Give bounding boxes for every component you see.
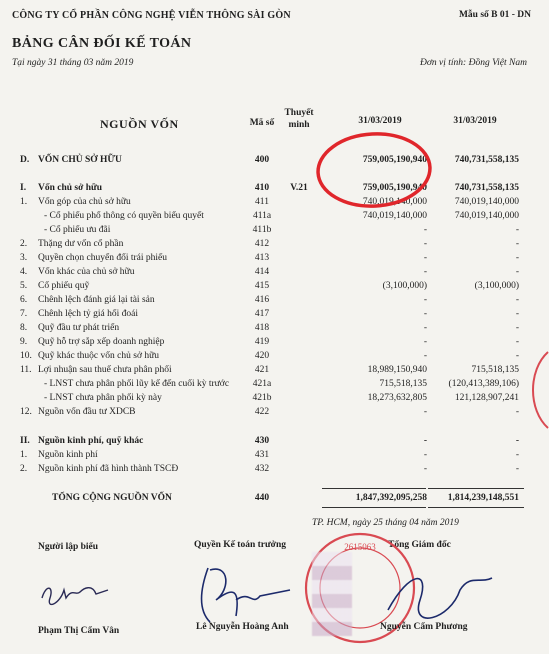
table-row xyxy=(0,349,549,363)
currency-unit: Đơn vị tính: Đồng Việt Nam xyxy=(419,58,527,68)
row-code: 400 xyxy=(254,155,270,165)
row-value-period2: - xyxy=(515,351,519,361)
row-value-period1: - xyxy=(423,407,427,417)
form-code: Mẫu số B 01 - DN xyxy=(458,10,531,20)
row-number: 5. xyxy=(20,281,28,291)
col-header-note-line1: Thuyết xyxy=(284,108,314,118)
table-row xyxy=(0,209,549,223)
row-value-period1: - xyxy=(423,450,427,460)
table-row xyxy=(0,223,549,237)
table-row xyxy=(0,195,549,209)
row-code: 410 xyxy=(254,183,270,193)
row-number: II. xyxy=(20,436,30,446)
row-number: 2. xyxy=(20,464,28,474)
row-value-period1: 740,019,140,000 xyxy=(362,211,427,221)
row-value-period1: (3,100,000) xyxy=(382,281,427,291)
row-value-period2: - xyxy=(515,225,519,235)
row-number: 4. xyxy=(20,267,28,277)
row-number: 10. xyxy=(20,351,32,361)
director-title: Tổng Giám đốc xyxy=(388,540,451,550)
row-value-period2: - xyxy=(515,239,519,249)
company-name: CÔNG TY CỔ PHẦN CÔNG NGHỆ VIỄN THÔNG SÀI GÒN xyxy=(12,10,291,21)
row-value-period2: - xyxy=(515,323,519,333)
table-row xyxy=(0,307,549,321)
row-code: 418 xyxy=(254,323,270,333)
row-value-period1: - xyxy=(423,239,427,249)
col-header-note xyxy=(280,107,318,131)
row-label: - LNST chưa phân phối lũy kế đến cuối kỳ trước xyxy=(44,379,230,389)
row-code: 440 xyxy=(254,493,270,503)
row-value-period2: 740,731,558,135 xyxy=(454,155,519,165)
row-value-period2: 1,814,239,148,551 xyxy=(447,493,519,503)
highlight-ellipse xyxy=(316,131,432,209)
row-label: Thặng dư vốn cổ phần xyxy=(38,239,124,249)
row-label: Chênh lệch đánh giá lại tài sản xyxy=(38,295,155,305)
row-number: 2. xyxy=(20,239,28,249)
row-value-period2: - xyxy=(515,295,519,305)
row-code: 432 xyxy=(254,464,270,474)
row-value-period2: 740,019,140,000 xyxy=(454,211,519,221)
row-code: 421b xyxy=(252,393,272,403)
preparer-signature xyxy=(36,578,116,608)
row-value-period1: - xyxy=(423,295,427,305)
table-row xyxy=(0,448,549,462)
total-underline-2b xyxy=(428,507,524,508)
row-value-period1: - xyxy=(423,337,427,347)
table-row xyxy=(0,181,549,195)
director-name: Nguyễn Cẩm Phương xyxy=(380,622,468,632)
row-value-period2: - xyxy=(515,267,519,277)
row-value-period1: 740,019,140,000 xyxy=(362,197,427,207)
table-row xyxy=(0,363,549,377)
total-underline-1b xyxy=(322,507,426,508)
edge-stamp-fragment xyxy=(524,350,549,430)
preparer-name: Phạm Thị Cẩm Vân xyxy=(38,626,120,636)
row-label: Lợi nhuận sau thuế chưa phân phối xyxy=(38,365,172,375)
row-value-period2: (120,413,389,106) xyxy=(448,379,519,389)
row-value-period1: - xyxy=(423,436,427,446)
total-underline-2a xyxy=(428,488,524,489)
row-value-period1: - xyxy=(423,323,427,333)
row-code: 412 xyxy=(254,239,270,249)
row-value-period1: 759,005,190,940 xyxy=(362,183,427,193)
row-value-period1: 18,273,632,805 xyxy=(367,393,427,403)
edge-stamp-arc xyxy=(533,352,548,428)
row-label: Quỹ hỗ trợ sắp xếp doanh nghiệp xyxy=(38,337,165,347)
row-value-period1: - xyxy=(423,267,427,277)
row-value-period1: 759,005,190,940 xyxy=(362,155,427,165)
document-title: BẢNG CÂN ĐỐI KẾ TOÁN xyxy=(12,36,192,51)
row-code: 414 xyxy=(254,267,270,277)
table-row xyxy=(0,237,549,251)
place-date: TP. HCM, ngày 25 tháng 04 năm 2019 xyxy=(312,518,459,528)
row-number: 1. xyxy=(20,197,28,207)
row-label: Cổ phiếu quỹ xyxy=(38,281,90,291)
row-code: 411a xyxy=(252,211,272,221)
col-header-code: Mã số xyxy=(249,118,275,128)
row-value-period1: 715,518,135 xyxy=(379,379,427,389)
row-value-period2: - xyxy=(515,253,519,263)
row-value-period1: - xyxy=(423,351,427,361)
col-header-note-line2: minh xyxy=(288,120,310,130)
row-code: 431 xyxy=(254,450,270,460)
row-number: 12. xyxy=(20,407,32,417)
row-value-period1: 1,847,392,095,258 xyxy=(355,493,427,503)
row-number: D. xyxy=(20,155,30,165)
table-row xyxy=(0,405,549,419)
total-underline-1a xyxy=(322,488,426,489)
row-number: 3. xyxy=(20,253,28,263)
row-number: 11. xyxy=(20,365,32,375)
row-value-period1: - xyxy=(423,253,427,263)
table-row xyxy=(0,251,549,265)
row-value-period1: - xyxy=(423,309,427,319)
col-header-source: NGUỒN VỐN xyxy=(100,117,179,131)
table-row xyxy=(0,335,549,349)
table-row xyxy=(0,321,549,335)
row-code: 430 xyxy=(254,436,270,446)
row-label: - LNST chưa phân phối kỳ này xyxy=(44,393,162,403)
row-label: Nguồn vốn đầu tư XDCB xyxy=(38,407,136,417)
row-label: Quyền chọn chuyển đổi trái phiếu xyxy=(38,253,168,263)
row-value-period1: 18,989,150,940 xyxy=(367,365,427,375)
table-row xyxy=(0,279,549,293)
row-code: 411 xyxy=(255,197,269,207)
row-code: 415 xyxy=(254,281,270,291)
row-value-period2: (3,100,000) xyxy=(474,281,519,291)
row-value-period1: - xyxy=(423,225,427,235)
row-value-period2: 715,518,135 xyxy=(471,365,519,375)
chief-accountant-name: Lê Nguyễn Hoàng Anh xyxy=(196,622,289,632)
row-label: VỐN CHỦ SỞ HỮU xyxy=(38,155,122,165)
redaction-block xyxy=(312,552,352,636)
row-code: 422 xyxy=(254,407,270,417)
row-label: - Cổ phiếu ưu đãi xyxy=(44,225,111,235)
row-note: V.21 xyxy=(290,183,308,193)
row-label: Nguồn kinh phí xyxy=(38,450,98,460)
preparer-title: Người lập biểu xyxy=(38,542,99,552)
row-label: Nguồn kinh phí, quỹ khác xyxy=(38,436,144,446)
table-row xyxy=(0,491,549,505)
row-label: Vốn chủ sở hữu xyxy=(38,183,103,193)
row-code: 420 xyxy=(254,351,270,361)
row-code: 417 xyxy=(254,309,270,319)
table-row xyxy=(0,391,549,405)
row-value-period2: - xyxy=(515,337,519,347)
row-value-period2: - xyxy=(515,464,519,474)
table-row xyxy=(0,293,549,307)
row-value-period1: - xyxy=(423,464,427,474)
row-number: 1. xyxy=(20,450,28,460)
director-signature xyxy=(380,560,500,630)
row-label: Vốn khác của chủ sở hữu xyxy=(38,267,135,277)
chief-accountant-title: Quyền Kế toán trưởng xyxy=(194,540,286,550)
row-value-period2: - xyxy=(515,309,519,319)
table-row xyxy=(0,377,549,391)
row-code: 416 xyxy=(254,295,270,305)
row-number: 8. xyxy=(20,323,28,333)
chief-accountant-signature xyxy=(190,560,300,630)
row-code: 421a xyxy=(252,379,272,389)
row-value-period2: - xyxy=(515,407,519,417)
row-number: 9. xyxy=(20,337,28,347)
row-value-period2: - xyxy=(515,450,519,460)
col-header-period2: 31/03/2019 xyxy=(453,116,497,126)
col-header-period1: 31/03/2019 xyxy=(358,116,402,126)
table-row xyxy=(0,462,549,476)
row-code: 421 xyxy=(254,365,270,375)
row-number: I. xyxy=(20,183,27,193)
report-date: Tại ngày 31 tháng 03 năm 2019 xyxy=(12,58,134,68)
row-code: 419 xyxy=(254,337,270,347)
row-code: 413 xyxy=(254,253,270,263)
row-value-period2: 740,019,140,000 xyxy=(454,197,519,207)
row-label: Nguồn kinh phí đã hình thành TSCĐ xyxy=(38,464,179,474)
row-number: 7. xyxy=(20,309,28,319)
row-label: TỔNG CỘNG NGUỒN VỐN xyxy=(52,493,172,503)
table-row xyxy=(0,265,549,279)
row-value-period2: 740,731,558,135 xyxy=(454,183,519,193)
row-label: Vốn góp của chủ sở hữu xyxy=(38,197,131,207)
stamp-number: 2615063 xyxy=(344,542,376,552)
row-label: Chênh lệch tỷ giá hối đoái xyxy=(38,309,138,319)
table-row xyxy=(0,153,549,167)
row-number: 6. xyxy=(20,295,28,305)
row-value-period2: - xyxy=(515,436,519,446)
row-label: - Cổ phiếu phổ thông có quyền biểu quyết xyxy=(44,211,204,221)
highlight-circle xyxy=(314,130,434,210)
row-label: Quỹ khác thuộc vốn chủ sở hữu xyxy=(38,351,159,361)
row-code: 411b xyxy=(252,225,272,235)
row-label: Quỹ đầu tư phát triển xyxy=(38,323,120,333)
table-row xyxy=(0,434,549,448)
row-value-period2: 121,128,907,241 xyxy=(454,393,519,403)
